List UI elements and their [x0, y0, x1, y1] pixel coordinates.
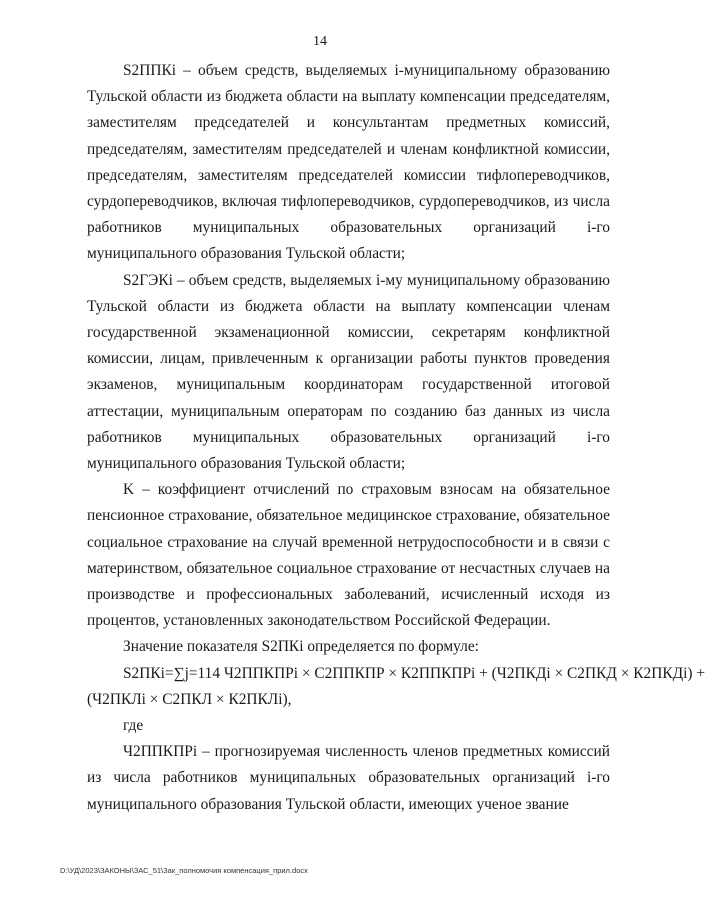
paragraph-k-coefficient: K – коэффициент отчислений по страховым взносам на обязательное пенсионное страхование, обязательное медицинское страхование, обязательное социальное страхование на случай временной нетрудоспособности и в связи с материнством, обязательное социальное страхование от несчастных случаев на производстве и профессиональных заболеваний, исчисленный исходя из процентов, установленных законодательством Российской Федерации. — [87, 481, 610, 630]
paragraph-formula-intro: Значение показателя S2ПКi определяется по формуле: — [123, 638, 479, 656]
where-label: где — [123, 717, 144, 735]
footer-file-path: D:\УД\2023\ЗАКОНЫ\ЗАС_51\Зак_полномочия компенсация_прил.docx — [60, 866, 308, 875]
paragraph-s2gek: S2ГЭКi – объем средств, выделяемых i-му муниципальному образованию Тульской области из бюджета области на выплату компенсации членам государственной экзаменационной комиссии, секретарям конфликтной комиссии, лицам, привлеченным к организации работы пунктов проведения экзаменов, муниципальным координаторам государственной итоговой аттестации, муниципальным операторам по созданию баз данных из числа работников муниципальных образовательных организаций i-го муниципального образования Тульской области; — [87, 271, 610, 473]
paragraph-s2ppk: S2ППКi – объем средств, выделяемых i-муниципальному образованию Тульской области из бюджета области на выплату компенсации председателям, заместителям председателей и консультантам предметных комиссий, председателям, заместителям председателей и членам конфликтной комиссии, председателям, заместителям председателей комиссии тифлопереводчиков, сурдопереводчиков, включая тифлопереводчиков, сурдопереводчиков, из числа работников муниципальных образовательных организаций i-го муниципального образования Тульской области; — [87, 62, 610, 263]
paragraph-ch2ppkpr: Ч2ППКПРi – прогнозируемая численность членов предметных комиссий из числа работников муниципальных образовательных организаций i-го муниципального образования Тульской области, имеющих ученое звание — [87, 743, 610, 813]
formula-line-1: S2ПКi=∑j=114 Ч2ППКПРi × С2ППКПР × К2ППКПРi + (Ч2ПКДi × С2ПКД × К2ПКДi) + — [123, 664, 705, 682]
formula-line-2: (Ч2ПКЛi × С2ПКЛ × К2ПКЛi), — [87, 690, 292, 708]
document-body — [87, 58, 705, 818]
page-number: 14 — [313, 34, 327, 49]
